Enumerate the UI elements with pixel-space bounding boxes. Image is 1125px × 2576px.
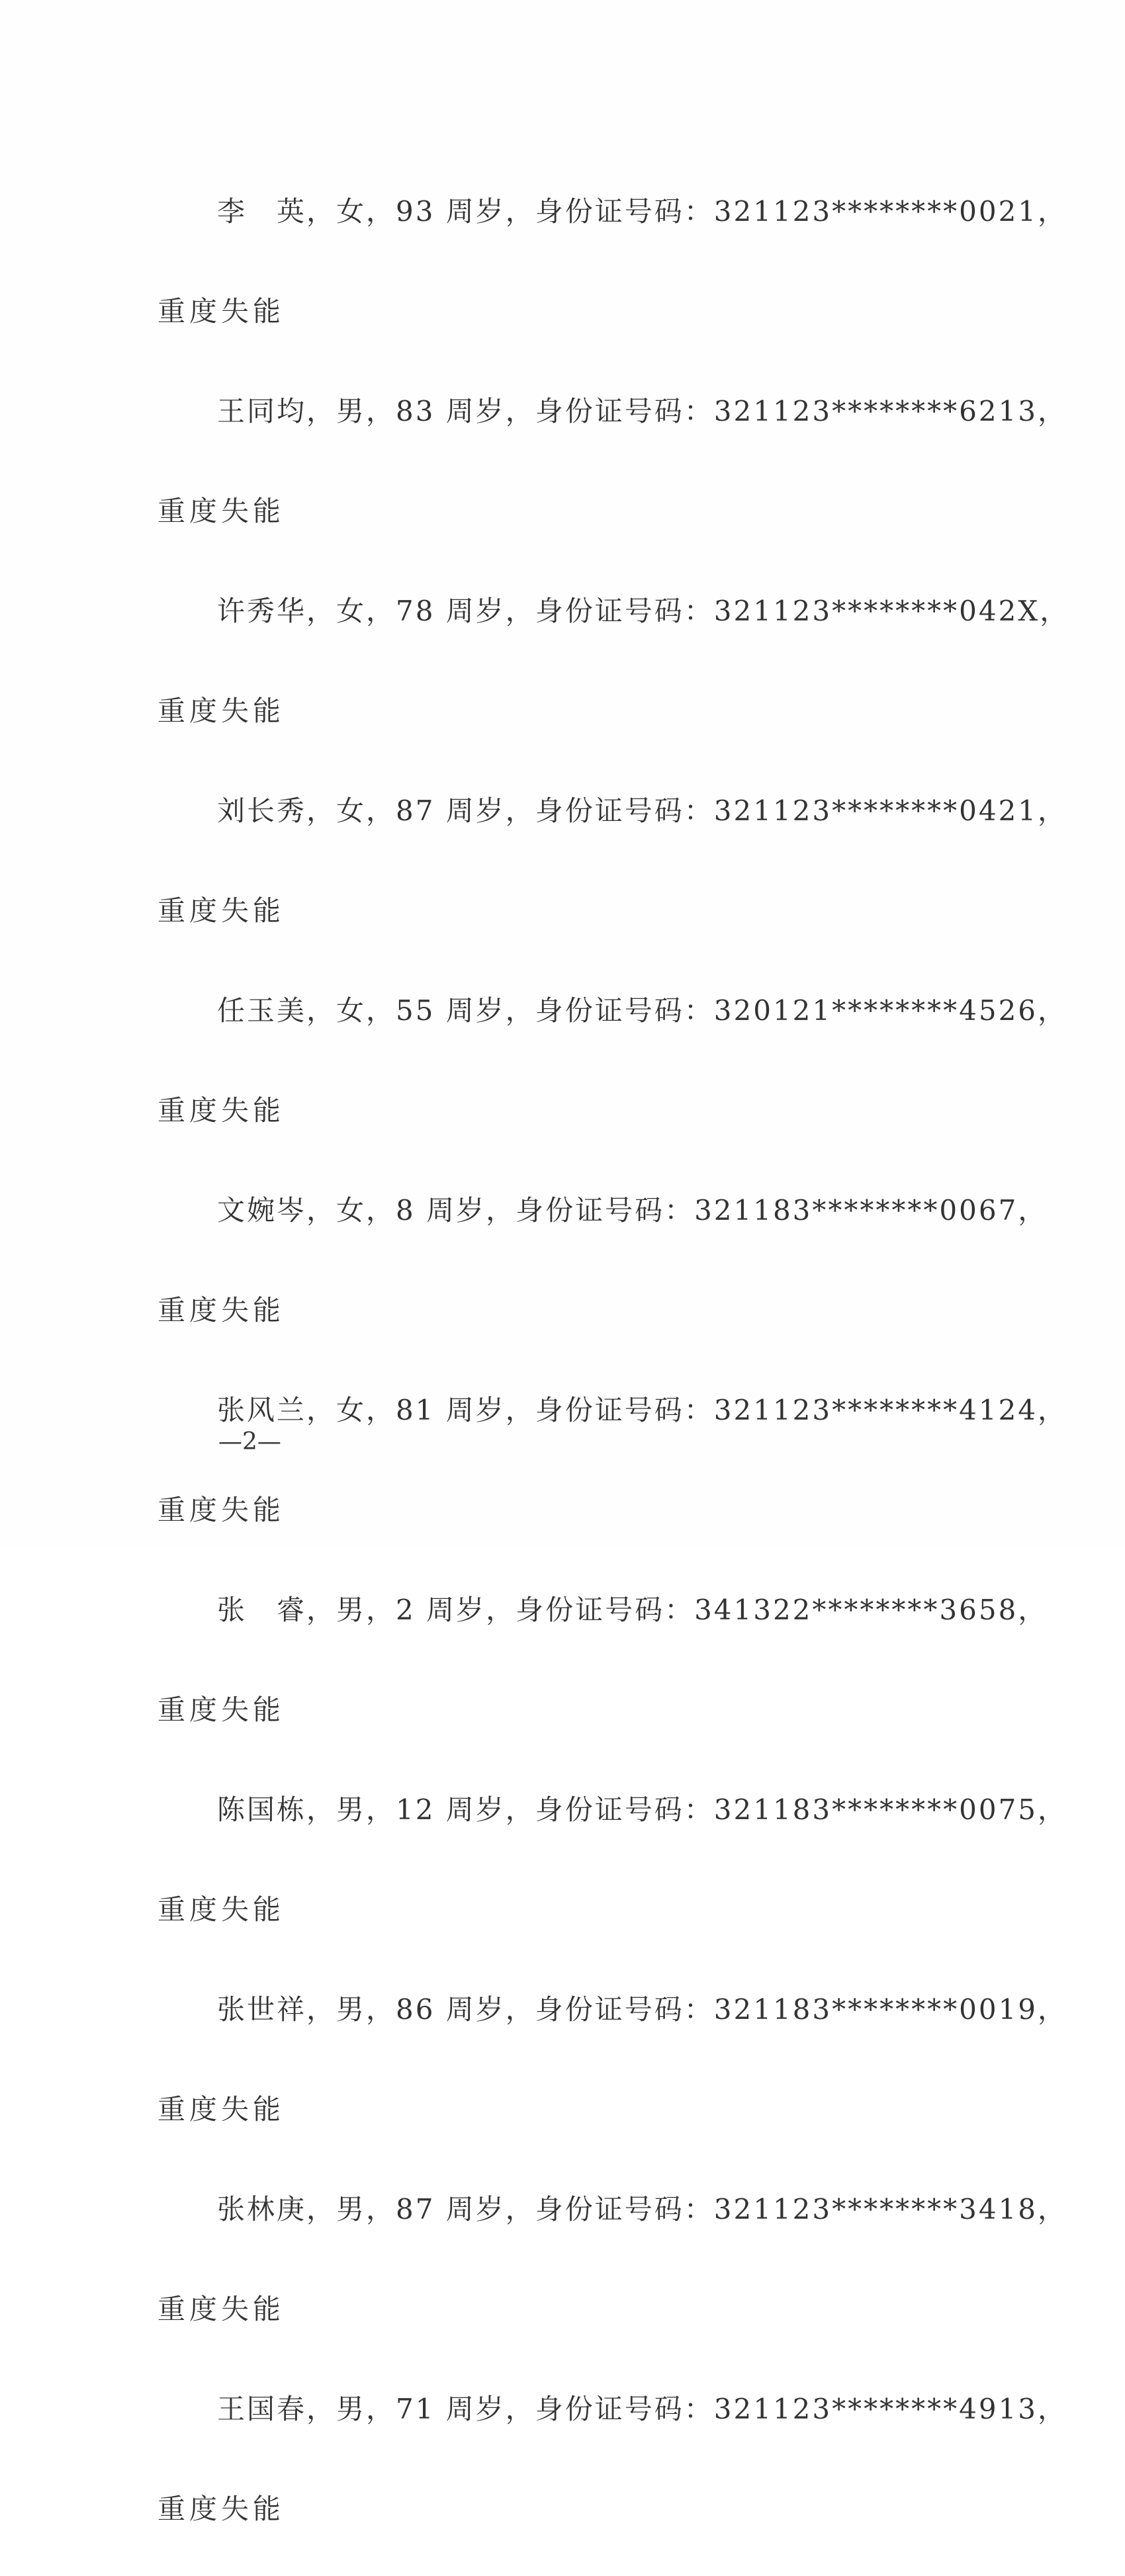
entry-detail: 李 英，女，93 周岁，身份证号码：321123********0021， bbox=[217, 195, 1068, 228]
list-item bbox=[0, 1777, 1125, 1977]
list-item bbox=[0, 378, 1125, 578]
entry-status: 重度失能 bbox=[158, 695, 285, 727]
entry-status: 重度失能 bbox=[158, 1893, 285, 1926]
entry-detail: 张林庚，男，87 周岁，身份证号码：321123********3418， bbox=[217, 2193, 1068, 2225]
list-item bbox=[0, 578, 1125, 778]
entry-status: 重度失能 bbox=[158, 1694, 285, 1726]
list-item bbox=[0, 179, 1125, 378]
entry-status: 重度失能 bbox=[158, 2293, 285, 2325]
list-item bbox=[0, 1577, 1125, 1777]
entry-detail: 许秀华，女，78 周岁，身份证号码：321123********042X， bbox=[217, 595, 1070, 627]
entry-detail: 任玉美，女，55 周岁，身份证号码：320121********4526， bbox=[217, 994, 1068, 1027]
entry-detail: 王同均，男，83 周岁，身份证号码：321123********6213， bbox=[217, 395, 1068, 427]
page-number: —2— bbox=[218, 1428, 281, 1455]
entry-status: 重度失能 bbox=[158, 2093, 285, 2125]
entry-status: 重度失能 bbox=[158, 1094, 285, 1127]
entry-status: 重度失能 bbox=[158, 495, 285, 527]
list-item bbox=[0, 778, 1125, 978]
entry-detail: 张风兰，女，81 周岁，身份证号码：321123********4124， bbox=[217, 1394, 1068, 1426]
entry-status: 重度失能 bbox=[158, 295, 285, 327]
list-item bbox=[0, 2176, 1125, 2376]
entry-status: 重度失能 bbox=[158, 2493, 285, 2525]
entry-status: 重度失能 bbox=[158, 1294, 285, 1326]
entry-status: 重度失能 bbox=[158, 894, 285, 927]
entry-detail: 陈国栋，男，12 周岁，身份证号码：321183********0075， bbox=[217, 1793, 1068, 1826]
list-item bbox=[0, 1977, 1125, 2176]
entry-detail: 王国春，男，71 周岁，身份证号码：321123********4913， bbox=[217, 2393, 1068, 2425]
entry-detail: 张世祥，男，86 周岁，身份证号码：321183********0019， bbox=[217, 1993, 1068, 2026]
list-item bbox=[0, 978, 1125, 1178]
entry-detail: 文婉岑，女，8 周岁，身份证号码：321183********0067， bbox=[217, 1194, 1048, 1226]
entry-status: 重度失能 bbox=[158, 1494, 285, 1526]
list-item bbox=[0, 1377, 1125, 1577]
list-item bbox=[0, 2376, 1125, 2576]
entry-list bbox=[0, 179, 1125, 2576]
entry-detail: 张 睿，男，2 周岁，身份证号码：341322********3658， bbox=[217, 1594, 1048, 1626]
list-item bbox=[0, 1178, 1125, 1377]
entry-detail: 刘长秀，女，87 周岁，身份证号码：321123********0421， bbox=[217, 794, 1068, 827]
